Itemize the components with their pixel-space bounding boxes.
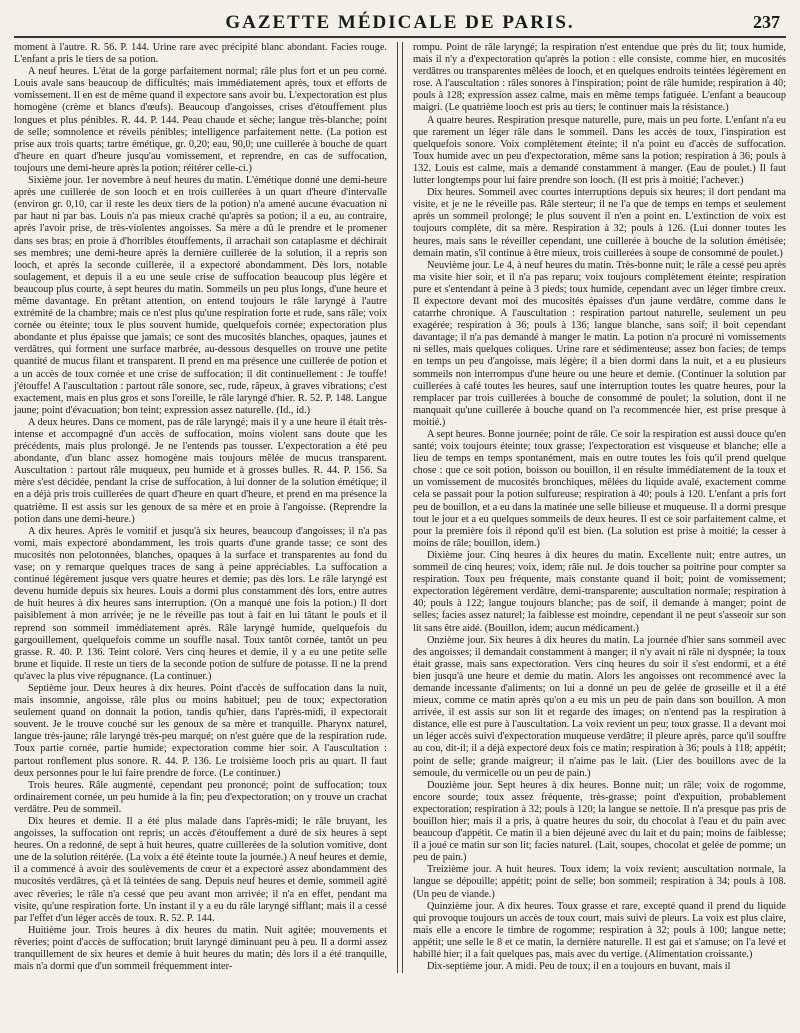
page-header [14, 6, 786, 38]
right-column [413, 42, 786, 973]
left-column [14, 42, 387, 973]
journal-title: GAZETTE MÉDICALE DE PARIS. [225, 12, 575, 33]
paragraph: Neuvième jour. Le 4, à neuf heures du matin. Très-bonne nuit; le râle a cessé peu après ma visite hier soir, et il n'a pas reparu; voix toujours complètement éteinte; respiration pure et s'entendant à peine à 3 pieds; toux humide, cependant avec un léger timbre creux. Il expectore devant moi des mucosités épaisses d'un jaune verdâtre, comme dans le catarrhe chronique. A l'auscultation : respiration partout naturelle, seulement un peu exagérée; respiration à 36; pouls à 136; langue blanche, sans soif; il boit cependant davantage; il n'a pas demandé à manger le matin. La potion n'a procuré ni vomissements ni selles, mais quelques coliques. Urine rare et sédimenteuse; assez bon facies; de temps en temps un peu d'angoisse, mais légère; il a bien dormi dans la nuit, et a eu plusieurs sommeils non interrompus d'une heure ou une heure et demie. (Continuer la solution par cuillerées à café toutes les heures, sauf une interruption toutes les quatre heures, pour la remplacer par trois cuillerées à bouche de consommé de poulet; la solution, dont il ne manquait qu'une cuillerée à bouche quand on l'a recommencée hier, est prise presque à moitié.) [413, 259, 786, 428]
paragraph: A quatre heures. Respiration presque naturelle, pure, mais un peu forte. L'enfant n'a eu que rarement un léger râle dans le sommeil. Dans les accès de toux, l'inspiration est quelquefois sonore. Voix complètement éteinte; il n'a point eu d'accès de suffocation. Toux humide avec un peu d'expectoration, même sans la potion; respiration à 36; pouls à 132. Louis est calme, mais a demandé constamment à manger. (Eau de poulet.) Il faut lutter longtemps pour lui faire prendre son looch. (Il est pris à moitié; l'achever.) [413, 114, 786, 187]
paragraph: A deux heures. Dans ce moment, pas de râle laryngé; mais il y a une heure il était très-intense et accompagné d'un accès de suffocation, moins violent sans doute que les précédents, mais plus prolongé. Je ne l'entends pas tousser. L'expectoration a été peu abondante, d'un blanc assez homogène mais toujours mêlée de mucus transparent. Auscultation : partout râle muqueux, peu humide et à grosses bulles. R. 44. P. 156. Sa mère s'est décidée, pendant la crise de suffocation, à lui donner de la solution émétique; il en a déjà pris trois cuillerées de quart d'heure en quart d'heure, et prend en ma présence la quatrième. Il est assis sur les genoux de sa mère et en proie à l'angoisse. (Reprendre la potion dans une demi-heure.) [14, 416, 387, 525]
paragraph: Huitième jour. Trois heures à dix heures du matin. Nuit agitée; mouvements et rêveries; point d'accès de suffocation; bruit laryngé diminuant peu à peu. Il a dormi assez tranquillement de six heures et demie à huit heures du matin; dès lors il a été tranquille, mais n'a dormi que d'un sommeil fréquemment inter- [14, 924, 387, 973]
page-number: 237 [753, 12, 780, 32]
paragraph: Quinzième jour. A dix heures. Toux grasse et rare, excepté quand il prend du liquide qui provoque toujours un accès de toux court, mais suivi de pleurs. La voix est plus claire, mais elle a encore le timbre de rogomme; respiration à 32; pouls à 100; langue nette; appétit; une selle le 8 et ce matin, la dernière naturelle. Il est gai et s'amuse; on l'a levé et habillé hier; il a fait quelques pas, mais avec du vertige. (Alimentation croissante.) [413, 900, 786, 961]
column-divider [397, 42, 403, 973]
paragraph: Treizième jour. A huit heures. Toux idem; la voix revient; auscultation normale, la langue se dépouille; appétit; point de selle; bon sommeil; respiration à 34; pouls à 108. (Un peu de viande.) [413, 864, 786, 900]
paragraph: Onzième jour. Six heures à dix heures du matin. La journée d'hier sans sommeil avec des angoisses; il demandait constamment à manger; il n'y avait ni râle ni dyspnée; la toux était grasse, mais sans expectoration. Vers cinq heures du soir il s'est endormi, et a été bien jusqu'à une heure et demie du matin. Alors les angoisses ont recommencé avec la demande incessante d'aliments; on lui a donné un peu de gelée de groseille et il a été mieux, comme ce matin après qu'on a eu mis un peu de pain dans son bouillon. A mon arrivée, il est assis sur son lit et regarde des images; on n'entend pas la respiration à distance, elle est pure à l'auscultation. La voix revient un peu; toux grasse. Il a devant moi un léger accès suivi d'expectoration muqueuse verdâtre; il pleure après, parce qu'il souffre au cou, dit-il; il a déjà expectoré deux fois ce matin; respiration à 36; pouls à 118; appétit; point de selle; grande maigreur; il n'aime pas le lait. (Lier des bouillons avec de la semoule, du vermicelle ou un peu de pain.) [413, 634, 786, 779]
paragraph: Septième jour. Deux heures à dix heures. Point d'accès de suffocation dans la nuit, mais insomnie, angoisse, râle plus ou moins habituel; peu de toux; expectoration seulement quand on donnait la potion, tandis qu'hier, dans l'après-midi, il expectorait souvent. Je le trouve couché sur les genoux de sa mère et tranquille. Pharynx naturel, langue très-jaune; râle laryngé très-peu marqué; on n'est guère que de la respiration rude. Toux partie cornée, partie humide; expectoration comme hier soir. A l'auscultation : partout ronflement plus sonore. R. 44. P. 136. Le troisième looch pris au quart. Il faut deux personnes pour le lui faire prendre de force. (Le continuer.) [14, 682, 387, 779]
paragraph: A sept heures. Bonne journée; point de râle. Ce soir la respiration est aussi douce qu'en santé; voix toujours éteinte; toux grasse; l'expectoration est visqueuse et blanche; elle a lieu de temps en temps spontanément, mais en outre toutes les fois qu'il prend quelque chose : que ce soit potion, boisson ou bouillon, il en résulte immédiatement de la toux et un vomissement de mucosités bronchiques, mêlées du liquide avalé, exactement comme cela se passait pour la potion sulfureuse; respiration à 40; pouls à 120. L'enfant a pris fort peu de bouillon, et a eu dans la matinée une selle bilieuse et muqueuse. Il a dormi presque tout le jour et a eu quelques sommeils de deux heures. Il est ce soir parfaitement calme, et pour la première fois il répond qu'il est bien. (La solution est prise à moitié; la cesser à moins de râle; bouillon, idem.) [413, 429, 786, 549]
paragraph: Dix-septième jour. A midi. Peu de toux; il en a toujours en buvant, mais il [427, 961, 731, 973]
paragraph: A dix heures. Après le vomitif et jusqu'à six heures, beaucoup d'angoisses; il n'a pas vomi, mais expectoré abondamment, les trois quarts d'une grande tasse; ce sont des mucosités non pelotonnées, blanches, opaques à la surface et transparentes au fond du vase; on y remarque quelques traces de sang à peine appréciables. La suffocation a continué légèrement jusque vers quatre heures et demie; pas dès lors. Le râle laryngé est devenu humide depuis six heures. Louis a dormi plus constamment dès lors, entre autres de huit heures à dix heures sans interruption. (On a manqué une fois la potion.) Il dort paisiblement à mon arrivée; je ne le réveille pas tout à fait en lui tâtant le pouls et il reprend son sommeil immédiatement après. Râle laryngé humide, quelquefois du gargouillement, quelquefois comme un souffle nasal. Toux tantôt cornée, tantôt un peu grasse. R. 40. P. 136. Teint coloré. Vers cinq heures et demie, il y a eu une petite selle brune et liquide. Il reste un tiers de la seconde potion de sulfure de potasse. Il ne la prend qu'avec la plus vive répugnance. (La continuer.) [14, 525, 387, 682]
paragraph: Sixième jour. 1er novembre à neuf heures du matin. L'émétique donné une demi-heure après une cuillerée de son looch et en trois cuillerées à un quart d'heure d'intervalle (environ gr. 0,10, car il reste les deux tiers de la potion) n'a amené aucune évacuation ni par haut ni par bas. Louis n'a pas mieux craché qu'après sa potion; il a eu, au contraire, après l'avoir prise, de très-violentes angoisses. Sa mère a dû le prendre et le promener dans ses bras; en proie à d'horribles étouffements, il arrachait son cataplasme et déchirait ses membres; une demi-heure après la dernière cuillerée de la solution, il a repris son looch, et après la seconde cuillerée, il a expectoré abondamment. Dès lors, notable soulagement, et depuis il a eu une seule crise de suffocation beaucoup plus légère et beaucoup plus courte, à sept heures du matin. Sommeils un peu plus longs, d'une heure et même davantage. En prêtant attention, on entend toujours le râle laryngé à l'autre extrémité de la chambre; mais ce n'est plus qu'une respiration forte et rude, sans râle; voix cornée ou éteinte; toux le plus souvent humide, quelquefois cornée; expectoration plus abondante et plus épaisse que jamais; ce sont des mucosités blanches, opaques, jaunes et verdâtres, qui forment une surface marbrée, au-dessous desquelles on trouve une petite quantité de mucus filant et transparent. Il prend en ma présence une cuillerée de potion et a un accès de toux cornée et une crise de suffocation; il dit continuellement : Je touffe! j'étouffe! A l'auscultation : partout râle sonore, sec, rude, râpeux, à graves vibrations; c'est exactement, mais en plus gros et sons l'oreille, le râle laryngé d'hier. R. 52. P. 148. Langue jaune; point d'évacuation; bon teint; expression assez naturelle. (Id., id.) [14, 175, 387, 416]
paragraph: rompu. Point de râle laryngé; la respiration n'est entendue que près du lit; toux humide, mais il n'y a d'expectoration qu'après la potion : elle consiste, comme hier, en mucosités verdâtres ou transparentes mêlées de looch, et en quelques endroits teintées légèrement en rose. A l'auscultation : râles sonores à l'inspiration; point de râle humide; respiration à 40; pouls à 128; expression assez calme, mais en même temps fatiguée. L'enfant a beaucoup maigri. (Le quatrième looch est pris au tiers; le continuer mais la résistance.) [413, 42, 786, 114]
paragraph: Dixième jour. Cinq heures à dix heures du matin. Excellente nuit; entre autres, un sommeil de cinq heures; voix, idem; râle nul. Je dois toucher sa poitrine pour compter sa respiration. Toux peu fréquente, mais constante quand il boit; point de vomissement; expectoration légèrement verdâtre, demi-transparente; auscultation normale; respiration à 40; pouls à 122; langue toujours blanche; pas de soif, il demande à manger; point de selles; facies assez naturel; la faiblesse est moindre, cependant il ne peut s'asseoir sur son lit sans être aidé. (Bouillon, idem; aucun médicament.) [413, 549, 786, 634]
paragraph: moment à l'autre. R. 56. P. 144. Urine rare avec précipité blanc abondant. Facies rouge. L'enfant a pris le tiers de sa potion. [14, 42, 387, 66]
paragraph: Trois heures. Râle augmenté, cependant peu prononcé; point de suffocation; toux ordinairement cornée, un peu humide à la fin; peu d'expectoration; on y trouve un crachat verdâtre. Peu de sommeil. [14, 779, 387, 815]
paragraph: Dix heures et demie. Il a été plus malade dans l'après-midi; le râle bruyant, les angoisses, la suffocation ont repris; un accès d'étouffement a duré de six heures à sept heures. On a redonné, de sept à huit heures, quatre cuillerées de la solution vomitive, dont une de la solution réitérée. (La voix a été éteinte toute la journée.) A neuf heures et demie, il a commencé à avoir des soulèvements de cœur et a expectoré assez abondamment des mucosités verdâtres, çà et là teintées de sang. Depuis neuf heures et demie, sommeil agité avec rêveries; le râle n'a cessé que peu avant mon arrivée; il n'a en effet, pendant ma visite, qu'une respiration forte. Un instant il y a eu du râle laryngé sifflant; mais il a cessé par l'effet d'un léger accès de toux. R. 52. P. 144. [14, 816, 387, 924]
text-columns [14, 42, 786, 973]
paragraph: Douzième jour. Sept heures à dix heures. Bonne nuit; un râle; voix de rogomme, encore sourde; toux assez fréquente, très-grasse; point d'expuition, probablement expectoration; respiration à 32; pouls à 120; la langue se nettoie. Il n'a presque pas pris de bouillon hier; mais il a pris, à quatre heures du soir, du chocolat à l'eau et du pain avec beaucoup d'appétit. Ce matin il a bien déjeuné avec du lait et du pain; moins de faiblesse; il a joué ce matin sur son lit; facies naturel. (Lait, soupes, chocolat et gelée de pomme; un peu de pain.) [413, 779, 786, 864]
paragraph: Dix heures. Sommeil avec courtes interruptions depuis six heures; il dort pendant ma visite, et je ne le réveille pas. Râle sterteur; il ne l'a que de temps en temps et seulement après un sommeil prolongé; le plus souvent il n'en a point en. L'extinction de voix est toujours complète, dit sa mère. Respiration à 32; pouls à 126. (Lui donner toutes les heures, mais sans le réveiller cependant, une cuillerée à bouche de la solution émétisée; demain matin, s'il continue à être mieux, trois cuillerées à soupe de consommé de poulet.) [413, 187, 786, 259]
paragraph: A neuf heures. L'état de la gorge parfaitement normal; râle plus fort et un peu corné. Louis avale sans beaucoup de difficultés; mais immédiatement après, toux et efforts de vomissement. Il en est de même quand il expectore sans avoir bu. L'expectoration est plus homogène (crème et blancs d'œufs). Beaucoup d'angoisses, crises d'étouffement plus longues et plus pénibles. R. 44. P. 144. Peau chaude et sèche; langue très-blanche; point de selle; somnolence et réveils pénibles; intelligence parfaitement nette. (La potion est prise aux trois quarts; tartre émétique, gr. 0,20; eau, 90,0; une cuillerée à bouche de quart d'heure en quart d'heure jusqu'au vomissement, et reprendre, en cas de suffocation, toujours une demi-heure après la potion; réitérer celle-ci.) [14, 66, 387, 174]
